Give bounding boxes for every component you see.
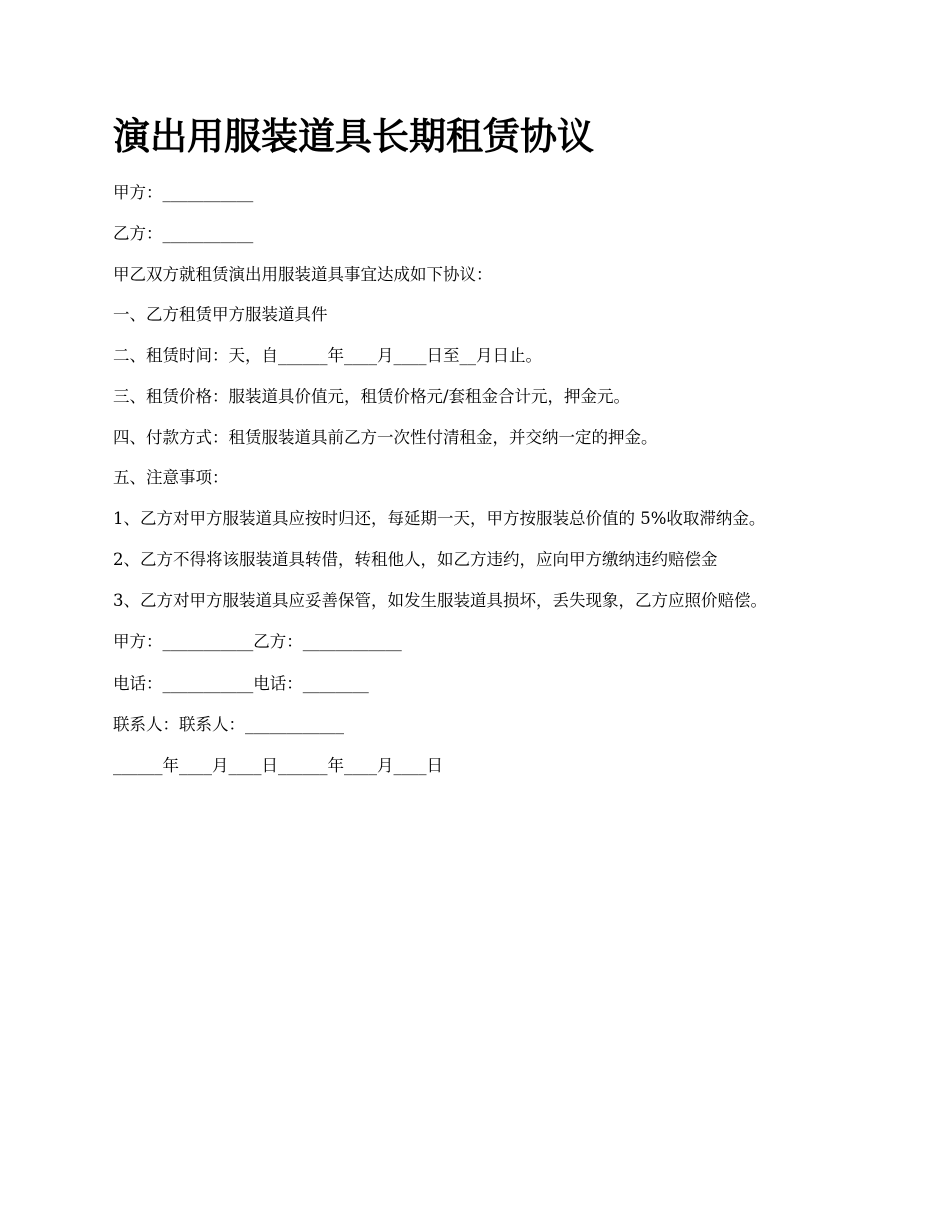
signature-parties-line: 甲方：___________乙方：____________: [113, 632, 402, 651]
agreement-intro: 甲乙双方就租赁演出用服装道具事宜达成如下协议：: [113, 265, 493, 284]
clause-4-payment-method: 四、付款方式：租赁服装道具前乙方一次性付清租金，并交纳一定的押金。: [113, 428, 658, 447]
party-b-line: 乙方：___________: [113, 224, 254, 243]
note-1: 1、乙方对甲方服装道具应按时归还，每延期一天，甲方按服装总价值的 5%收取滞纳金。: [113, 509, 766, 528]
signature-contact-line: 联系人：联系人：____________: [113, 715, 344, 734]
document-title: 演出用服装道具长期租赁协议: [113, 115, 594, 158]
clause-2-rental-period: 二、租赁时间：天，自______年____月____日至__月日止。: [113, 346, 542, 365]
party-a-line: 甲方：___________: [113, 183, 254, 202]
signature-phone-line: 电话：___________电话：________: [113, 674, 369, 693]
signature-date-line: ______年____月____日______年____月____日: [113, 756, 443, 775]
clause-3-rental-price: 三、租赁价格：服装道具价值元，租赁价格元/套租金合计元，押金元。: [113, 387, 631, 406]
clause-1-rental-items: 一、乙方租赁甲方服装道具件: [113, 305, 328, 324]
clause-5-notes-heading: 五、注意事项：: [113, 468, 229, 487]
note-2: 2、乙方不得将该服装道具转借，转租他人，如乙方违约，应向甲方缴纳违约赔偿金: [113, 550, 718, 569]
note-3: 3、乙方对甲方服装道具应妥善保管，如发生服装道具损坏，丢失现象，乙方应照价赔偿。: [113, 591, 767, 610]
